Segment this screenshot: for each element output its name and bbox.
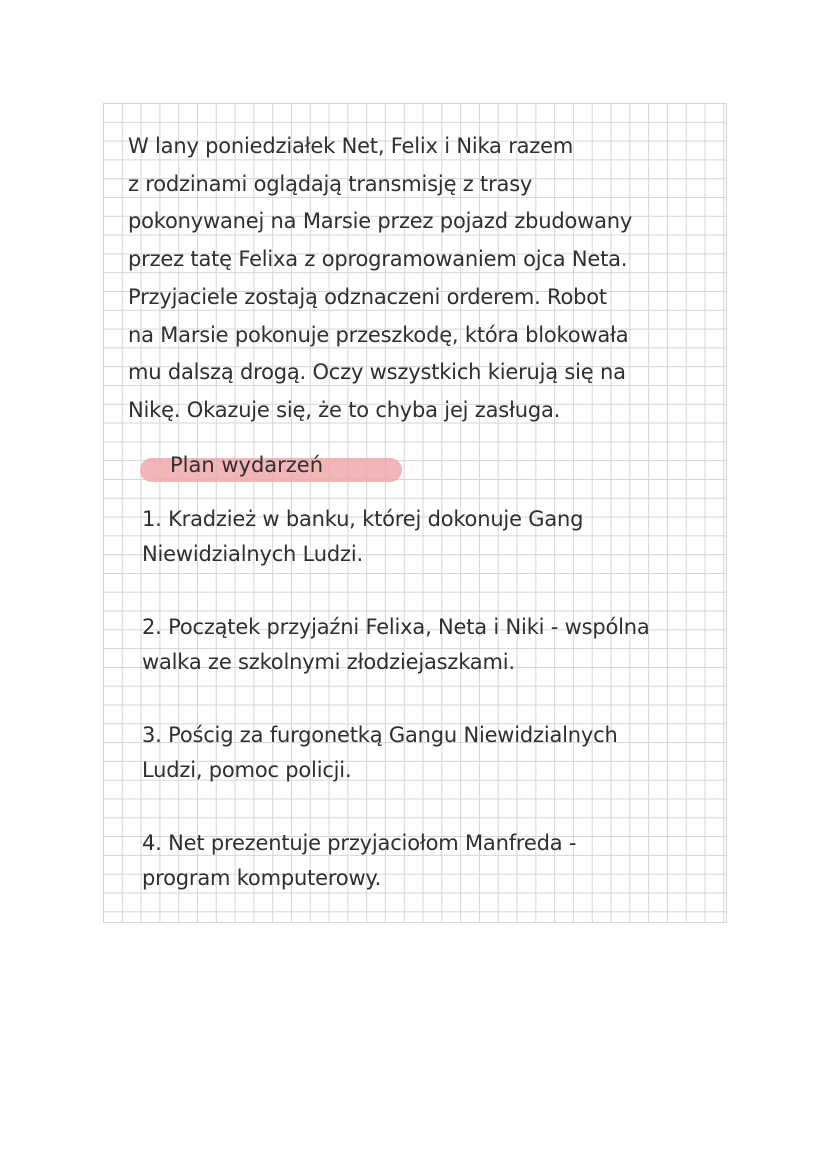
plan-heading-block xyxy=(140,455,402,483)
event-item xyxy=(142,826,712,896)
summary-line: pokonywanej na Marsie przez pojazd zbudowany xyxy=(128,209,633,234)
event-item xyxy=(142,718,712,788)
summary-paragraph xyxy=(128,128,708,430)
summary-line: przez tatę Felixa z oprogramowaniem ojca Neta. xyxy=(128,247,628,272)
summary-line: W lany poniedziałek Net, Felix i Nika razem xyxy=(128,134,574,158)
summary-line: na Marsie pokonuje przeszkodę, która blokowała xyxy=(128,322,629,347)
summary-line: Nikę. Okazuje się, że to chyba jej zasługa. xyxy=(128,397,561,422)
summary-line: Przyjaciele zostają odznaczeni orderem. Robot xyxy=(128,284,607,309)
event-line: 3. Pościg za furgonetką Gangu Niewidzialnych xyxy=(142,723,618,747)
event-line: program komputerowy. xyxy=(142,866,382,890)
event-line: 4. Net prezentuje przyjaciołom Manfreda - xyxy=(142,831,577,855)
event-line: walka ze szkolnymi złodziejaszkami. xyxy=(142,650,515,674)
event-list xyxy=(142,502,712,934)
summary-line: mu dalszą drogą. Oczy wszystkich kierują się na xyxy=(128,360,626,385)
event-item xyxy=(142,502,712,572)
event-line: Niewidzialnych Ludzi. xyxy=(142,542,363,566)
event-line: 1. Kradzież w banku, której dokonuje Gang xyxy=(142,507,584,531)
event-line: Ludzi, pomoc policji. xyxy=(142,758,352,782)
summary-line: z rodzinami oglądają transmisję z trasy xyxy=(128,171,533,196)
event-line: 2. Początek przyjaźni Felixa, Neta i Niki - wspólna xyxy=(142,615,650,639)
plan-heading: Plan wydarzeń xyxy=(170,453,324,477)
event-item xyxy=(142,610,712,680)
